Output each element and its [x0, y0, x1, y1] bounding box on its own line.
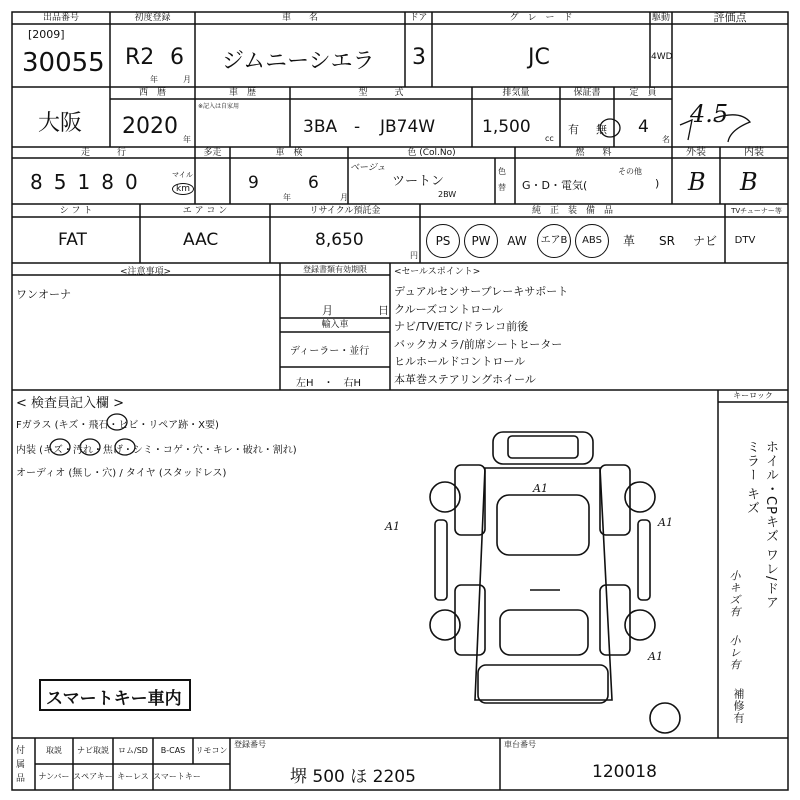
- reg-no-label: 登録番号: [234, 740, 266, 749]
- grade: JC: [528, 45, 550, 70]
- grade-label: グ レ ー ド: [509, 13, 573, 23]
- year-label: 西 暦: [138, 88, 166, 98]
- equipment-label: 純 正 装 備 品: [531, 206, 613, 216]
- color-label: 色 (Col.No): [407, 148, 456, 158]
- score-label: 評価点: [713, 11, 747, 24]
- sales-label: <セールスポイント>: [394, 267, 481, 277]
- capacity: 4: [638, 117, 649, 137]
- vertical-note-3: 小レ有: [728, 635, 741, 671]
- exhibit-no-label: 出品番号: [42, 13, 79, 23]
- chassis-no: 120018: [592, 762, 657, 782]
- recycle: 8,650: [315, 230, 364, 250]
- cc: 1,500: [482, 117, 531, 137]
- first-reg-month: 6: [170, 45, 184, 70]
- chassis-label: 車台番号: [504, 740, 536, 749]
- model-label: 型 式: [358, 88, 404, 98]
- caution-label: <注意事項>: [120, 267, 172, 277]
- multi-label: 多走: [203, 148, 222, 158]
- sales-point: 本革巻ステアリングホイール: [394, 372, 536, 386]
- first-reg-era: R2: [125, 45, 155, 70]
- warranty-yes: 有: [568, 123, 579, 136]
- inspector-line-2: 内装 (キズ・汚れ・焦げ・シミ・コゲ・穴・キレ・破れ・割れ): [16, 445, 297, 456]
- inspection-label: 車 検: [275, 148, 303, 158]
- sales-point: クルーズコントロール: [394, 302, 503, 316]
- first-reg-label: 初度登録: [134, 13, 171, 23]
- reg-doc-label: 登録書類有効期限: [303, 265, 367, 274]
- reg-day: 日: [378, 304, 389, 317]
- capacity-label: 定 員: [629, 88, 657, 98]
- car-name: ジムニーシエラ: [222, 49, 375, 74]
- history-sub: ※記入は自家用: [198, 103, 240, 110]
- damage-mark: A1: [385, 520, 400, 533]
- interior-label: 内装: [744, 147, 764, 158]
- vertical-note: ホイル・CPキズ ワレ/ドアミラー キズ: [744, 440, 778, 610]
- door-label: ドア: [409, 13, 428, 23]
- model: JB74W: [380, 117, 436, 137]
- accessory: 取説: [46, 746, 62, 755]
- cc-unit: cc: [545, 134, 554, 143]
- color-prefix: ベージュ: [350, 163, 386, 173]
- drive-label: 駆動: [651, 13, 670, 23]
- sales-point: デュアルセンサーブレーキサポート: [394, 285, 569, 298]
- warranty-no: 無: [596, 123, 607, 136]
- equipment-item: 革: [622, 234, 635, 248]
- color-code: 2BW: [438, 190, 457, 199]
- fuel-options: G・D・電気(: [522, 179, 588, 192]
- inspection-year-unit: 年: [283, 193, 291, 202]
- mileage-unit-mile: マイル: [172, 171, 193, 179]
- mileage-unit-km: km: [172, 183, 194, 195]
- vertical-note-2: 小キズ有: [728, 570, 741, 618]
- fuel-label: 燃 料: [575, 148, 612, 158]
- import-label: 輸入車: [321, 320, 349, 330]
- tuner-label: TVチューナー等: [731, 207, 782, 215]
- vertical-note-4: 補修有: [732, 688, 745, 724]
- warranty-label: 保証書: [573, 88, 601, 98]
- equipment-item: ABS: [575, 224, 609, 258]
- model-prefix: 3BA: [303, 117, 338, 137]
- accessory: リモコン: [195, 746, 228, 755]
- inspection-month: 6: [308, 173, 319, 193]
- mileage-digit: 1: [77, 170, 102, 194]
- mileage-digit: 5: [53, 170, 78, 194]
- inspector-line-3: オーディオ (無し・穴) / タイヤ (スタッドレス): [16, 468, 227, 479]
- damage-mark: A1: [648, 650, 663, 663]
- recycle-label: リサイクル預託金: [309, 206, 381, 216]
- inspection-month-unit: 月: [340, 193, 348, 202]
- car-diagram: [430, 432, 680, 733]
- equipment-item: ナビ: [692, 234, 717, 248]
- fuel-close: ): [655, 177, 660, 190]
- history-label: 車 歴: [228, 88, 256, 98]
- inspector-line-1: Fガラス (キズ・飛石・ヒビ・リペア跡・X要): [16, 420, 219, 431]
- damage-mark: A1: [658, 516, 673, 529]
- sales-point: ヒルホールドコントロール: [394, 355, 526, 368]
- shift-label: シ フ ト: [59, 206, 93, 216]
- caution-text: ワンオーナ: [16, 288, 71, 301]
- equipment-item: SR: [659, 234, 675, 248]
- accessory: スペアキー: [73, 772, 113, 781]
- import-type: ディーラー・並行: [290, 346, 370, 357]
- capacity-unit: 名: [662, 135, 670, 144]
- first-reg-month-unit: 月: [183, 75, 191, 84]
- equipment-item: PW: [464, 224, 498, 258]
- year-unit: 年: [183, 135, 191, 144]
- accessory: ナンバー: [38, 772, 70, 781]
- equipment-item: DTV: [734, 235, 756, 246]
- steering: 左H ・ 右H: [296, 378, 362, 389]
- equipment-item: PS: [426, 224, 460, 258]
- inspection-year: 9: [248, 173, 259, 193]
- sales-point: ナビ/TV/ETC/ドラレコ前後: [394, 320, 529, 333]
- interior: B: [740, 168, 758, 196]
- score: 4.5: [690, 100, 729, 128]
- model-dash: -: [354, 117, 361, 137]
- inspector-title: < 検査員記入欄 >: [16, 396, 125, 411]
- location: 大阪: [38, 111, 83, 136]
- first-reg-era-unit: 年: [150, 75, 158, 84]
- accessory: B-CAS: [160, 746, 186, 755]
- fuel-other: その他: [618, 167, 642, 176]
- drive: 4WD: [651, 52, 673, 62]
- ac-label: エ ア コ ン: [182, 206, 228, 216]
- color: ツートン: [392, 174, 445, 189]
- equipment-item: エアB: [537, 224, 571, 258]
- mileage-digit: 8: [101, 170, 125, 194]
- equipment-item: AW: [507, 234, 527, 248]
- cc-label: 排気量: [502, 88, 530, 98]
- mileage-digit: 0: [124, 170, 149, 194]
- doors: 3: [412, 45, 426, 70]
- key-lock-label: キーロック: [733, 391, 773, 400]
- smart-key-note: スマートキー車内: [46, 689, 182, 709]
- reg-no: 堺 500 ほ 2205: [290, 767, 416, 787]
- accessory: スマートキー: [153, 772, 201, 781]
- year: 2020: [122, 114, 178, 139]
- car-name-label: 車 名: [281, 13, 318, 23]
- mileage-digit: 8: [30, 170, 54, 194]
- exterior-label: 外装: [686, 147, 706, 158]
- accessory: キーレス: [117, 772, 149, 781]
- shift: FAT: [58, 230, 87, 250]
- mileage-digits: [30, 170, 149, 194]
- recycle-unit: 円: [410, 251, 418, 260]
- exhibit-year: [2009]: [28, 28, 65, 41]
- color-change-label: 色替: [498, 167, 506, 192]
- reg-month: 月: [322, 304, 333, 317]
- sales-point: バックカメラ/前席シートヒーター: [394, 337, 563, 351]
- mileage-label: 走 行: [80, 148, 126, 158]
- ac: AAC: [183, 230, 219, 250]
- exterior: B: [688, 168, 706, 196]
- items-label: 付属品: [16, 746, 26, 784]
- accessory: ロム/SD: [118, 746, 148, 755]
- accessory: ナビ取説: [77, 746, 109, 755]
- exhibit-no: 30055: [22, 48, 105, 78]
- damage-mark: A1: [533, 482, 548, 495]
